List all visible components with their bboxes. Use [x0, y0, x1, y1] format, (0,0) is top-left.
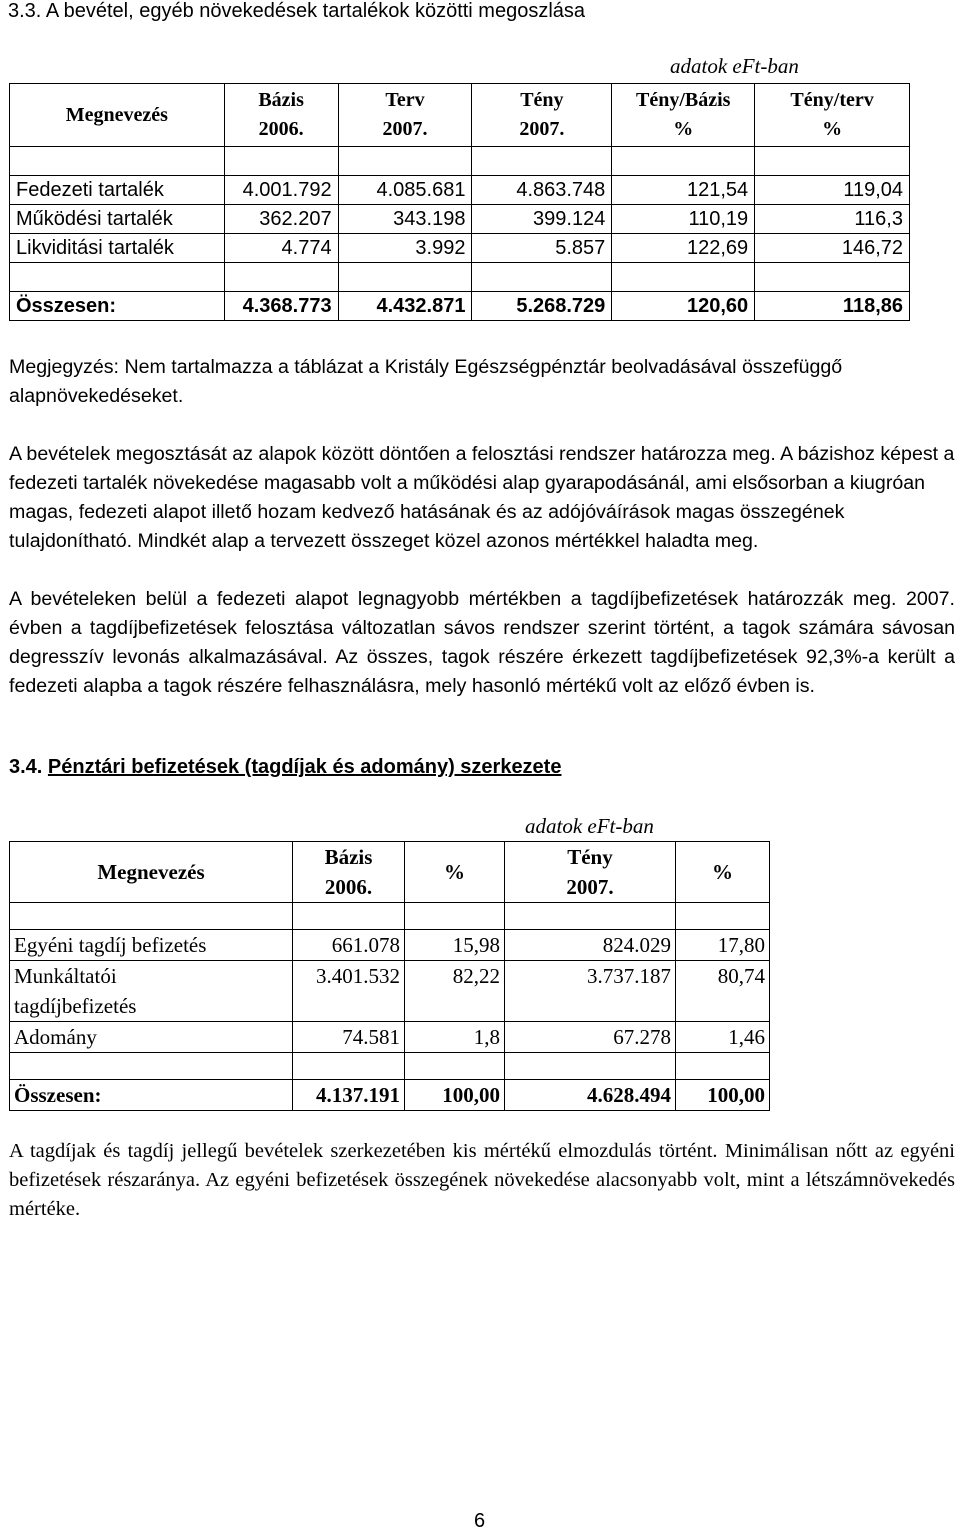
- table-row: [10, 961, 770, 1022]
- row-label: Összesen:: [10, 1080, 293, 1111]
- table-cell: 17,80: [676, 930, 770, 961]
- column-header: Bázis 2006.: [293, 842, 405, 903]
- table-cell: 3.737.187: [505, 961, 676, 1022]
- table-row: [10, 234, 910, 263]
- table-cell: 362.207: [224, 205, 338, 234]
- table-cell: 146,72: [755, 234, 910, 263]
- table-cell: 4.137.191: [293, 1080, 405, 1111]
- total-row: [10, 292, 910, 321]
- table-cell: 82,22: [405, 961, 505, 1022]
- row-label: Munkáltatói tagdíjbefizetés: [10, 961, 293, 1022]
- table-cell: 80,74: [676, 961, 770, 1022]
- spacer-row: [10, 1053, 770, 1080]
- table-cell: 121,54: [612, 176, 755, 205]
- table-cell: 120,60: [612, 292, 755, 321]
- table-cell: 5.268.729: [472, 292, 612, 321]
- table-row: [10, 205, 910, 234]
- body-paragraph: A tagdíjak és tagdíj jellegű bevételek szerkezetében kis mértékű elmozdulás történt. Minimálisan nőtt az egyéni befizetések részaránya. Az egyéni befizetések összegének növekedése alacsonyabb volt, mint a létszámnövekedés mértéke.: [9, 1140, 955, 1220]
- table-header-row: [10, 842, 770, 903]
- table-cell: 4.085.681: [338, 176, 472, 205]
- section-heading-3-4: [9, 756, 561, 779]
- column-header: Megnevezés: [10, 84, 225, 147]
- column-header: Tény 2007.: [472, 84, 612, 147]
- unit-note: adatok eFt-ban: [670, 54, 799, 78]
- column-header: %: [676, 842, 770, 903]
- table-cell: 343.198: [338, 205, 472, 234]
- table-cell: 1,8: [405, 1022, 505, 1053]
- table-cell: 122,69: [612, 234, 755, 263]
- table-cell: 399.124: [472, 205, 612, 234]
- row-label: Összesen:: [10, 292, 225, 321]
- contributions-table: [9, 841, 770, 1111]
- row-label: Fedezeti tartalék: [10, 176, 225, 205]
- total-row: [10, 1080, 770, 1111]
- table-cell: 4.628.494: [505, 1080, 676, 1111]
- table-cell: 4.774: [224, 234, 338, 263]
- row-label: Egyéni tagdíj befizetés: [10, 930, 293, 961]
- table-cell: 110,19: [612, 205, 755, 234]
- row-label: Működési tartalék: [10, 205, 225, 234]
- spacer-row: [10, 903, 770, 930]
- table-cell: 3.992: [338, 234, 472, 263]
- heading-number: 3.4.: [9, 756, 43, 778]
- table-cell: 15,98: [405, 930, 505, 961]
- table-cell: 4.863.748: [472, 176, 612, 205]
- spacer-row: [10, 147, 910, 176]
- table-cell: 1,46: [676, 1022, 770, 1053]
- section-heading-3-3: 3.3. A bevétel, egyéb növekedések tartalékok közötti megoszlása: [8, 0, 586, 22]
- column-header: Megnevezés: [10, 842, 293, 903]
- column-header: Tény 2007.: [505, 842, 676, 903]
- table-cell: 4.368.773: [224, 292, 338, 321]
- table-cell: 118,86: [755, 292, 910, 321]
- spacer-row: [10, 263, 910, 292]
- table-header-row: [10, 84, 910, 147]
- table-row: [10, 176, 910, 205]
- table-cell: 74.581: [293, 1022, 405, 1053]
- table-cell: 100,00: [405, 1080, 505, 1111]
- reserve-distribution-table: [9, 83, 910, 321]
- column-header: %: [405, 842, 505, 903]
- table-cell: 100,00: [676, 1080, 770, 1111]
- body-paragraph: A bevételek megosztását az alapok között döntően a felosztási rendszer határozza meg. A bázishoz képest a fedezeti tartalék növekedése magasabb volt a működési alap gyarapodásánál, ami elsősorban a kiugróan magas, fedezeti alapot illető hozam kedvező hatásának és az adójóváírások magas összegének tulajdonítható. Mindkét alap a tervezett összeget közel azonos mértékkel haladta meg.: [9, 443, 955, 552]
- column-header: Tény/Bázis %: [612, 84, 755, 147]
- column-header: Terv 2007.: [338, 84, 472, 147]
- table-cell: 3.401.532: [293, 961, 405, 1022]
- column-header: Bázis 2006.: [224, 84, 338, 147]
- table-cell: 4.432.871: [338, 292, 472, 321]
- table-cell: 116,3: [755, 205, 910, 234]
- page-number: 6: [474, 1510, 486, 1532]
- table-cell: 67.278: [505, 1022, 676, 1053]
- body-paragraph: A bevételeken belül a fedezeti alapot legnagyobb mértékben a tagdíjbefizetések határozzák meg. 2007. évben a tagdíjbefizetések felosztása változatlan sávos rendszer szerint történt, a tagok számára sávosan degresszív levonás alkalmazásával. Az összes, tagok részére érkezett tagdíjbefizetések 92,3%-a került a fedezeti alapba a tagok részére felhasználásra, mely hasonló mértékű volt az előző évben is.: [9, 588, 955, 697]
- table-cell: 5.857: [472, 234, 612, 263]
- row-label: Likviditási tartalék: [10, 234, 225, 263]
- table-cell: 824.029: [505, 930, 676, 961]
- table-row: [10, 1022, 770, 1053]
- table-cell: 4.001.792: [224, 176, 338, 205]
- table-cell: 119,04: [755, 176, 910, 205]
- table-row: [10, 930, 770, 961]
- table-note: Megjegyzés: Nem tartalmazza a táblázat a Kristály Egészségpénztár beolvadásával összefüggő alapnövekedéseket.: [9, 356, 843, 407]
- table-cell: 661.078: [293, 930, 405, 961]
- unit-note: adatok eFt-ban: [525, 814, 654, 838]
- heading-text: Pénztári befizetések (tagdíjak és adomány) szerkezete: [47, 756, 562, 778]
- column-header: Tény/terv %: [755, 84, 910, 147]
- row-label: Adomány: [10, 1022, 293, 1053]
